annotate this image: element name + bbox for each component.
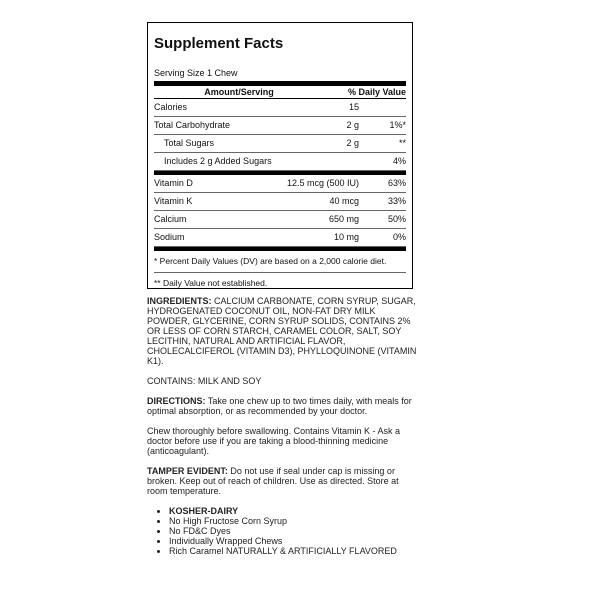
row-amount: 12.5 mcg (500 IU)	[286, 178, 359, 188]
kosher-label: KOSHER-DAIRY	[169, 506, 239, 516]
row-dv: 1%*	[389, 120, 406, 130]
directions-text: Take one chew up to two times daily, with meals for optimal absorption, or as recommended by your doctor.	[147, 396, 412, 416]
row-sodium	[154, 229, 406, 247]
row-dv: 33%	[387, 196, 406, 206]
row-label: Sodium	[154, 232, 185, 242]
list-item	[169, 506, 417, 516]
serving-size: Serving Size 1 Chew	[154, 68, 238, 78]
footnote-dv: * Percent Daily Values (DV) are based on a 2,000 calorie diet.	[154, 251, 406, 273]
row-label: Total Carbohydrate	[154, 120, 231, 130]
chew-note: Chew thoroughly before swallowing. Contains Vitamin K - Ask a doctor before use if you are taking a blood-thinning medicine (anticoagulant).	[147, 426, 400, 456]
feature-list	[147, 506, 417, 556]
row-label: Vitamin D	[154, 178, 193, 188]
row-calories	[154, 99, 406, 117]
row-amount: 40 mcg	[329, 196, 359, 206]
row-amount: 2 g	[346, 120, 359, 130]
supplement-facts-panel	[147, 22, 413, 289]
list-item: • Individually Wrapped Chews	[169, 536, 417, 546]
row-amount: 15	[348, 102, 359, 112]
amount-header: Amount/Serving	[204, 87, 274, 97]
dv-header: % Daily Value	[347, 87, 406, 97]
contains-text: CONTAINS: MILK AND SOY	[147, 376, 262, 386]
row-label: Vitamin K	[154, 196, 193, 206]
row-dv: 63%	[387, 178, 406, 188]
ingredients-paragraph	[147, 296, 417, 366]
directions-paragraph	[147, 396, 417, 416]
row-label: Calcium	[154, 214, 187, 224]
tamper-label: TAMPER EVIDENT:	[147, 466, 228, 476]
row-dv: **	[398, 138, 406, 148]
footnote-not-established: ** Daily Value not established.	[154, 278, 268, 288]
directions-label: DIRECTIONS:	[147, 396, 206, 406]
row-label: Total Sugars	[164, 138, 215, 148]
row-label: Includes 2 g Added Sugars	[164, 156, 272, 166]
list-item: • No High Fructose Corn Syrup	[169, 516, 417, 526]
row-vitamin-d	[154, 175, 406, 193]
row-label: Calories	[154, 102, 188, 112]
row-total-sugars	[154, 135, 406, 153]
row-amount: 650 mg	[328, 214, 359, 224]
row-vitamin-k	[154, 193, 406, 211]
row-dv	[359, 99, 406, 116]
panel-title: Supplement Facts	[154, 35, 284, 52]
row-dv: 50%	[387, 214, 406, 224]
row-amount: 10 mg	[333, 232, 359, 242]
ingredients-text: CALCIUM CARBONATE, CORN SYRUP, SUGAR, HYDROGENATED COCONUT OIL, NON-FAT DRY MILK POWDER, GLYCERINE, CORN SYRUP SOLIDS, CONTAINS 2% OR LESS OF CORN STARCH, CARAMEL COLOR, SALT, SOY LECITHIN, NATURAL AND ARTIFICIAL FLAVOR, CHOLECALCIFEROL (VITAMIN D3), PHYLLOQUINONE (VITAMIN K1).	[147, 296, 417, 366]
tamper-text: Do not use if seal under cap is missing or broken. Keep out of reach of children. Use as directed. Store at room temperature.	[147, 466, 399, 496]
row-amount: 2 g	[346, 138, 359, 148]
tamper-paragraph	[147, 466, 417, 496]
row-total-carbohydrate	[154, 117, 406, 135]
row-dv: 4%	[392, 156, 406, 166]
list-item: • No FD&C Dyes	[169, 526, 417, 536]
row-calcium	[154, 211, 406, 229]
label-text-block	[147, 296, 417, 556]
ingredients-label: INGREDIENTS:	[147, 296, 212, 306]
row-dv: 0%	[392, 232, 406, 242]
row-added-sugars	[154, 153, 406, 171]
list-item: • Rich Caramel NATURALLY & ARTIFICIALLY FLAVORED	[169, 546, 417, 556]
table-header	[154, 86, 406, 99]
